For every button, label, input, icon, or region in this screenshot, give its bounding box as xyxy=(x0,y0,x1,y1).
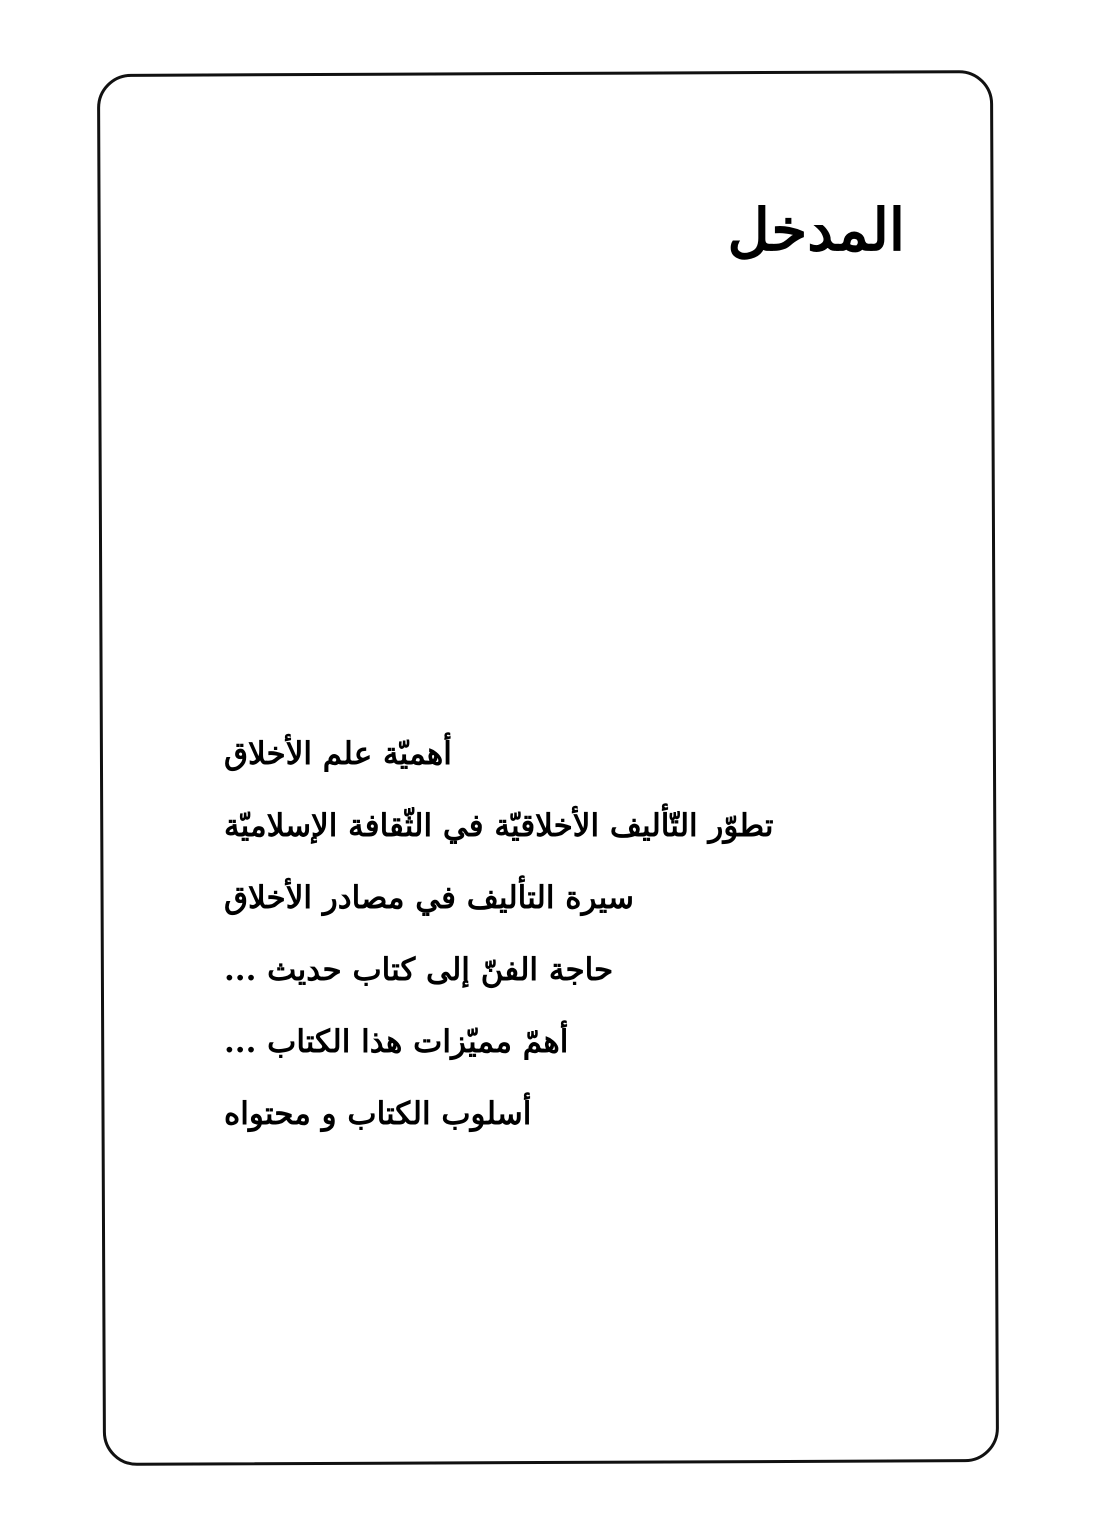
toc-item-text: أهميّة علم الأخلاق xyxy=(224,736,452,772)
toc-item-text: حاجة الفنّ إلى كتاب حديث ... xyxy=(224,952,614,988)
toc-item xyxy=(224,934,824,1006)
toc-item xyxy=(224,1078,824,1150)
toc-item xyxy=(224,1006,824,1078)
toc-item-text: أسلوب الكتاب و محتواه xyxy=(224,1096,532,1132)
toc-item-text: سيرة التأليف في مصادر الأخلاق xyxy=(224,880,634,916)
toc-item xyxy=(224,862,824,934)
table-of-contents xyxy=(224,718,824,1150)
chapter-title: المدخل xyxy=(727,196,905,264)
toc-item-text: أهمّ مميّزات هذا الكتاب ... xyxy=(224,1024,569,1060)
toc-item xyxy=(224,790,824,862)
toc-item xyxy=(224,718,824,790)
toc-item-text: تطوّر التّأليف الأخلاقيّة في الثّقافة الإسلاميّة xyxy=(224,808,774,844)
